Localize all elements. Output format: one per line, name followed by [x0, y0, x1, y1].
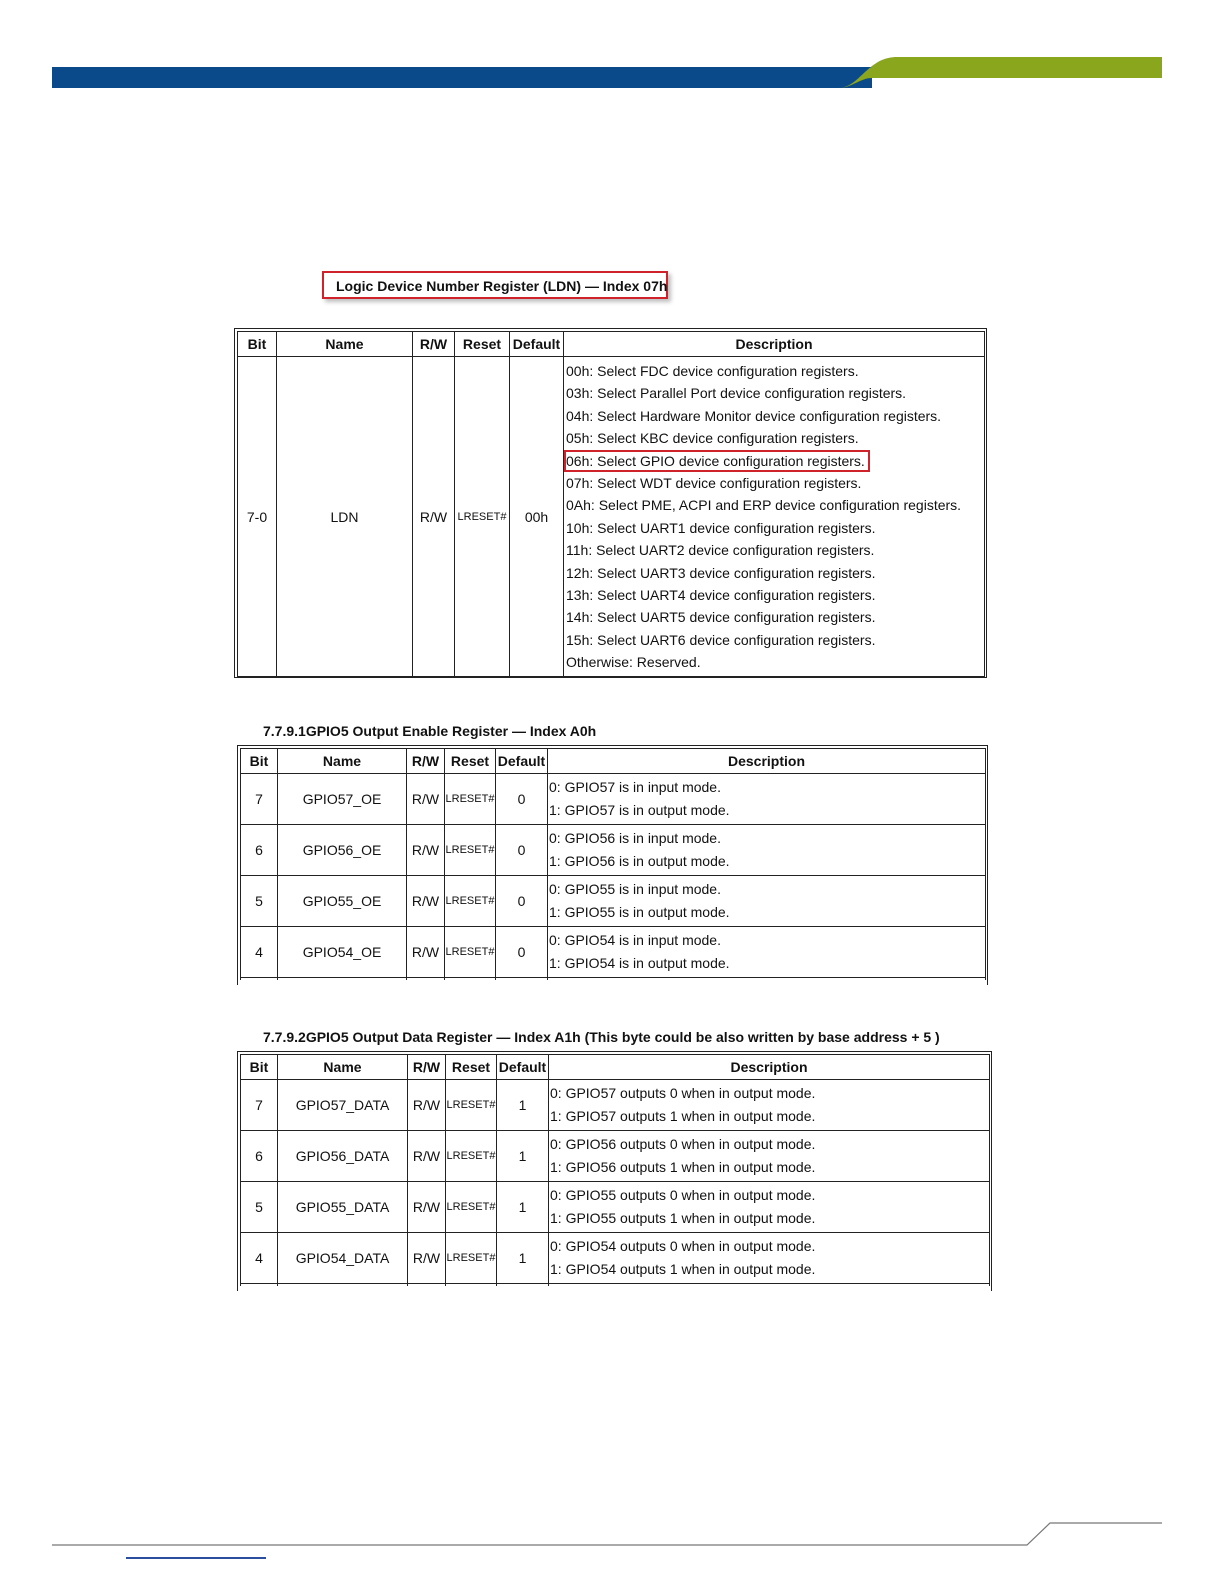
- col-name-header: Name: [278, 749, 407, 774]
- col-name-header: Name: [278, 1055, 408, 1080]
- col-reset-header: Reset: [445, 749, 496, 774]
- bit-cell: 6: [241, 825, 278, 876]
- table-continuation-row: [241, 1284, 990, 1287]
- description-cell: [549, 1233, 990, 1284]
- table-row: [238, 357, 985, 677]
- name-cell: LDN: [277, 357, 413, 677]
- bit-cell: 7: [241, 774, 278, 825]
- description-cell: [549, 1182, 990, 1233]
- rw-cell: R/W: [408, 1131, 446, 1182]
- table-header-row: [238, 332, 985, 357]
- reset-cell: LRESET#: [445, 927, 496, 978]
- table-continuation-row: [241, 978, 986, 981]
- desc-line: 1: GPIO57 is in output mode.: [549, 802, 730, 818]
- desc-line: 0: GPIO55 is in input mode.: [549, 881, 721, 897]
- bit-cell: 4: [241, 927, 278, 978]
- default-cell: 0: [496, 825, 548, 876]
- desc-line-04h: 04h: Select Hardware Monitor device configuration registers.: [566, 407, 942, 424]
- oe-register-table: [240, 748, 986, 980]
- reset-cell: LRESET#: [446, 1182, 497, 1233]
- description-cell: [548, 774, 986, 825]
- desc-line-otherwise: Otherwise: Reserved.: [566, 654, 701, 671]
- desc-line-06h-highlighted: 06h: Select GPIO device configuration registers.: [566, 450, 984, 472]
- desc-line: 1: GPIO56 outputs 1 when in output mode.: [550, 1159, 816, 1175]
- header-green-swoosh: [838, 57, 1162, 88]
- col-reset-header: Reset: [446, 1055, 497, 1080]
- name-cell: GPIO56_OE: [278, 825, 407, 876]
- col-reset-header: Reset: [455, 332, 510, 357]
- description-cell: [548, 876, 986, 927]
- desc-line-05h: 05h: Select KBC device configuration registers.: [566, 430, 859, 447]
- reset-cell: LRESET#: [446, 1080, 497, 1131]
- name-cell: GPIO54_OE: [278, 927, 407, 978]
- desc-line: 1: GPIO55 outputs 1 when in output mode.: [550, 1210, 816, 1226]
- table-row: [241, 876, 986, 927]
- desc-line-00h: 00h: Select FDC device configuration registers.: [566, 363, 859, 379]
- description-cell: [548, 927, 986, 978]
- bit-cell: 5: [241, 876, 278, 927]
- col-description-header: Description: [564, 332, 985, 357]
- name-cell: GPIO56_DATA: [278, 1131, 408, 1182]
- oe-section-title: 7.7.9.1GPIO5 Output Enable Register — Index A0h: [263, 723, 597, 739]
- col-name-header: Name: [277, 332, 413, 357]
- table-row: [241, 1182, 990, 1233]
- col-description-header: Description: [549, 1055, 990, 1080]
- col-bit-header: Bit: [241, 749, 278, 774]
- reset-cell: LRESET#: [455, 357, 510, 677]
- description-cell: [549, 1080, 990, 1131]
- description-cell: [564, 357, 985, 677]
- desc-line: 0: GPIO55 outputs 0 when in output mode.: [550, 1187, 816, 1203]
- ldn-section-title: [322, 271, 668, 299]
- data-register-table: [240, 1054, 990, 1286]
- desc-line-03h: 03h: Select Parallel Port device configuration registers.: [566, 385, 907, 402]
- table-row: [241, 825, 986, 876]
- col-bit-header: Bit: [241, 1055, 278, 1080]
- default-cell: 0: [496, 927, 548, 978]
- reset-cell: LRESET#: [446, 1131, 497, 1182]
- bit-cell: 7: [241, 1080, 278, 1131]
- desc-line-10h: 10h: Select UART1 device configuration registers.: [566, 519, 876, 536]
- col-rw-header: R/W: [407, 749, 445, 774]
- col-rw-header: R/W: [408, 1055, 446, 1080]
- header-blue-bar: [52, 67, 872, 88]
- name-cell: GPIO54_DATA: [278, 1233, 408, 1284]
- table-header-row: [241, 1055, 990, 1080]
- col-bit-header: Bit: [238, 332, 277, 357]
- rw-cell: R/W: [407, 876, 445, 927]
- name-cell: GPIO57_DATA: [278, 1080, 408, 1131]
- rw-cell: R/W: [408, 1182, 446, 1233]
- desc-line: 0: GPIO54 outputs 0 when in output mode.: [550, 1238, 816, 1254]
- desc-line: 0: GPIO57 is in input mode.: [549, 779, 721, 795]
- desc-line-0ah: 0Ah: Select PME, ACPI and ERP device configuration registers.: [566, 497, 962, 514]
- desc-line: 1: GPIO54 outputs 1 when in output mode.: [550, 1261, 816, 1277]
- reset-cell: LRESET#: [445, 825, 496, 876]
- bit-cell: 7-0: [238, 357, 277, 677]
- default-cell: 1: [497, 1182, 549, 1233]
- rw-cell: R/W: [408, 1233, 446, 1284]
- default-cell: 0: [496, 774, 548, 825]
- table-row: [241, 1233, 990, 1284]
- default-cell: 1: [497, 1131, 549, 1182]
- desc-line-07h: 07h: Select WDT device configuration registers.: [566, 474, 862, 491]
- table-row: [241, 774, 986, 825]
- bit-cell: 5: [241, 1182, 278, 1233]
- desc-line-12h: 12h: Select UART3 device configuration registers.: [566, 564, 876, 581]
- rw-cell: R/W: [408, 1080, 446, 1131]
- bit-cell: 4: [241, 1233, 278, 1284]
- table-row: [241, 1080, 990, 1131]
- footer-rule: [52, 1520, 1162, 1550]
- rw-cell: R/W: [407, 825, 445, 876]
- reset-cell: LRESET#: [445, 876, 496, 927]
- rw-cell: R/W: [413, 357, 455, 677]
- bit-cell: 6: [241, 1131, 278, 1182]
- ldn-register-table: [237, 331, 985, 677]
- col-description-header: Description: [548, 749, 986, 774]
- desc-line: 0: GPIO54 is in input mode.: [549, 932, 721, 948]
- ldn-title-text: Logic Device Number Register (LDN) — Index 07h: [336, 278, 668, 294]
- default-cell: 1: [497, 1233, 549, 1284]
- col-rw-header: R/W: [413, 332, 455, 357]
- default-cell: 0: [496, 876, 548, 927]
- desc-line: 1: GPIO57 outputs 1 when in output mode.: [550, 1108, 816, 1124]
- desc-line: 0: GPIO56 outputs 0 when in output mode.: [550, 1136, 816, 1152]
- default-cell: 00h: [510, 357, 564, 677]
- name-cell: GPIO55_DATA: [278, 1182, 408, 1233]
- table-row: [241, 927, 986, 978]
- desc-line: 0: GPIO57 outputs 0 when in output mode.: [550, 1085, 816, 1101]
- desc-line: 0: GPIO56 is in input mode.: [549, 830, 721, 846]
- desc-line-13h: 13h: Select UART4 device configuration registers.: [566, 586, 876, 603]
- reset-cell: LRESET#: [445, 774, 496, 825]
- data-section-title: 7.7.9.2GPIO5 Output Data Register — Index A1h (This byte could be also written by base address + 5 ): [263, 1029, 940, 1045]
- col-default-header: Default: [497, 1055, 549, 1080]
- desc-line-15h: 15h: Select UART6 device configuration registers.: [566, 631, 876, 648]
- name-cell: GPIO55_OE: [278, 876, 407, 927]
- col-default-header: Default: [510, 332, 564, 357]
- name-cell: GPIO57_OE: [278, 774, 407, 825]
- desc-line: 1: GPIO54 is in output mode.: [549, 955, 730, 971]
- default-cell: 1: [497, 1080, 549, 1131]
- description-cell: [549, 1131, 990, 1182]
- table-header-row: [241, 749, 986, 774]
- reset-cell: LRESET#: [446, 1233, 497, 1284]
- desc-line: 1: GPIO55 is in output mode.: [549, 904, 730, 920]
- col-default-header: Default: [496, 749, 548, 774]
- desc-line-14h: 14h: Select UART5 device configuration registers.: [566, 609, 876, 626]
- description-cell: [548, 825, 986, 876]
- rw-cell: R/W: [407, 774, 445, 825]
- desc-line-11h: 11h: Select UART2 device configuration registers.: [566, 542, 875, 559]
- rw-cell: R/W: [407, 927, 445, 978]
- table-row: [241, 1131, 990, 1182]
- header-band: [52, 56, 1162, 92]
- desc-line: 1: GPIO56 is in output mode.: [549, 853, 730, 869]
- footer-link-underline[interactable]: [126, 1557, 266, 1559]
